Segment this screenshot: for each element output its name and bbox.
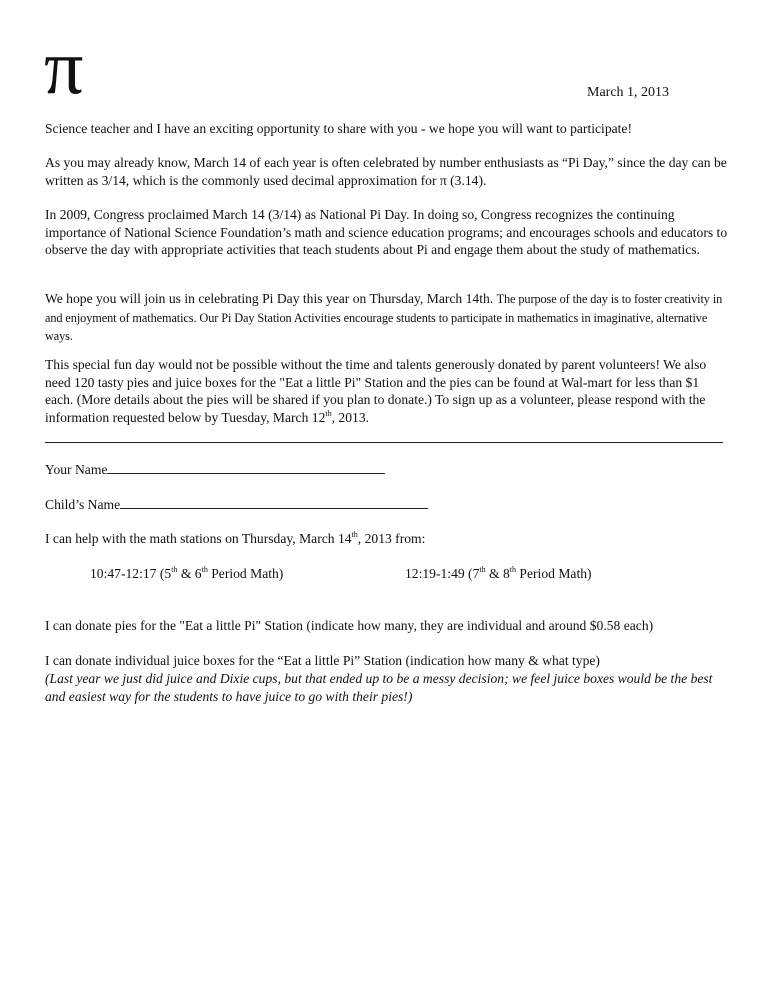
help-row — [45, 531, 425, 547]
child-name-row — [45, 496, 428, 513]
help-year: , 2013 from: — [357, 531, 426, 546]
volunteer-ordinal: th — [325, 408, 332, 418]
volunteer-text: This special fun day would not be possible without the time and talents generously donated by parent volunteers! We also need 120 tasty pies and juice boxes for the "Eat a little Pi" Station and the pies can be found at Wal-mart for less than $1 each. (More details about the pies will be shared if you plan to donate.) To sign up as a volunteer, please respond with the information requested below by Tuesday, March 12 — [45, 357, 707, 425]
celebration-purpose: The purpose of the day is to foster creativity in and enjoyment of mathematics. Our Pi Day Station Activities encourage students to participate in mathematics in imaginative, alternative ways. — [45, 292, 723, 343]
time-slot-1[interactable] — [90, 566, 283, 582]
pies-row: I can donate pies for the "Eat a little Pi" Station (indicate how many, they are individual and around $0.58 each) — [45, 618, 654, 633]
your-name-field[interactable] — [107, 461, 385, 474]
divider-line — [45, 442, 723, 443]
juice-note: (Last year we just did juice and Dixie cups, but that ended up to be a messy decision; we feel juice boxes would be the best and easiest way for the students to have juice to go with their pies!) — [45, 671, 713, 704]
celebration-paragraph — [45, 290, 729, 346]
child-name-label: Child’s Name — [45, 497, 121, 512]
time-slot-2[interactable] — [405, 566, 592, 582]
slot1-mid: & 6 — [177, 566, 202, 581]
slot2-ordinal-b: th — [509, 565, 517, 574]
help-text: I can help with the math stations on Thursday, March 14 — [45, 531, 352, 546]
your-name-row — [45, 461, 385, 478]
pi-day-paragraph: As you may already know, March 14 of each year is often celebrated by number enthusiasts as “Pi Day,” since the day can be written as 3/14, which is the commonly used decimal approximation for π (3.14). — [45, 155, 727, 188]
congress-paragraph: In 2009, Congress proclaimed March 14 (3/14) as National Pi Day. In doing so, Congress recognizes the continuing importance of National Science Foundation’s math and science education programs; and encourages schools and educators to observe the day with appropriate activities that teach students about Pi and engage them about the study of mathematics. — [45, 207, 728, 257]
child-name-field[interactable] — [120, 496, 428, 509]
slot2-mid: & 8 — [485, 566, 510, 581]
help-ordinal: th — [351, 530, 358, 539]
juice-row: I can donate individual juice boxes for the “Eat a little Pi” Station (indication how many & what type) — [45, 653, 600, 668]
slot1-end: Period Math) — [207, 566, 284, 581]
slot2-time: 12:19-1:49 (7 — [405, 566, 480, 581]
slot2-end: Period Math) — [516, 566, 592, 581]
volunteer-year: , 2013. — [331, 409, 370, 425]
intro-paragraph: Science teacher and I have an exciting opportunity to share with you - we hope you will want to participate! — [45, 121, 632, 136]
slot1-ordinal-a: th — [171, 565, 178, 574]
your-name-label: Your Name — [45, 462, 108, 477]
celebration-lead: We hope you will join us in celebrating Pi Day this year on Thursday, March 14th. — [45, 291, 494, 306]
letter-date: March 1, 2013 — [587, 85, 670, 100]
pi-symbol-icon: π — [44, 23, 84, 110]
slot2-ordinal-a: th — [479, 565, 486, 574]
volunteer-paragraph — [45, 356, 729, 426]
slot1-ordinal-b: th — [201, 565, 208, 574]
slot1-time: 10:47-12:17 (5 — [90, 566, 172, 581]
